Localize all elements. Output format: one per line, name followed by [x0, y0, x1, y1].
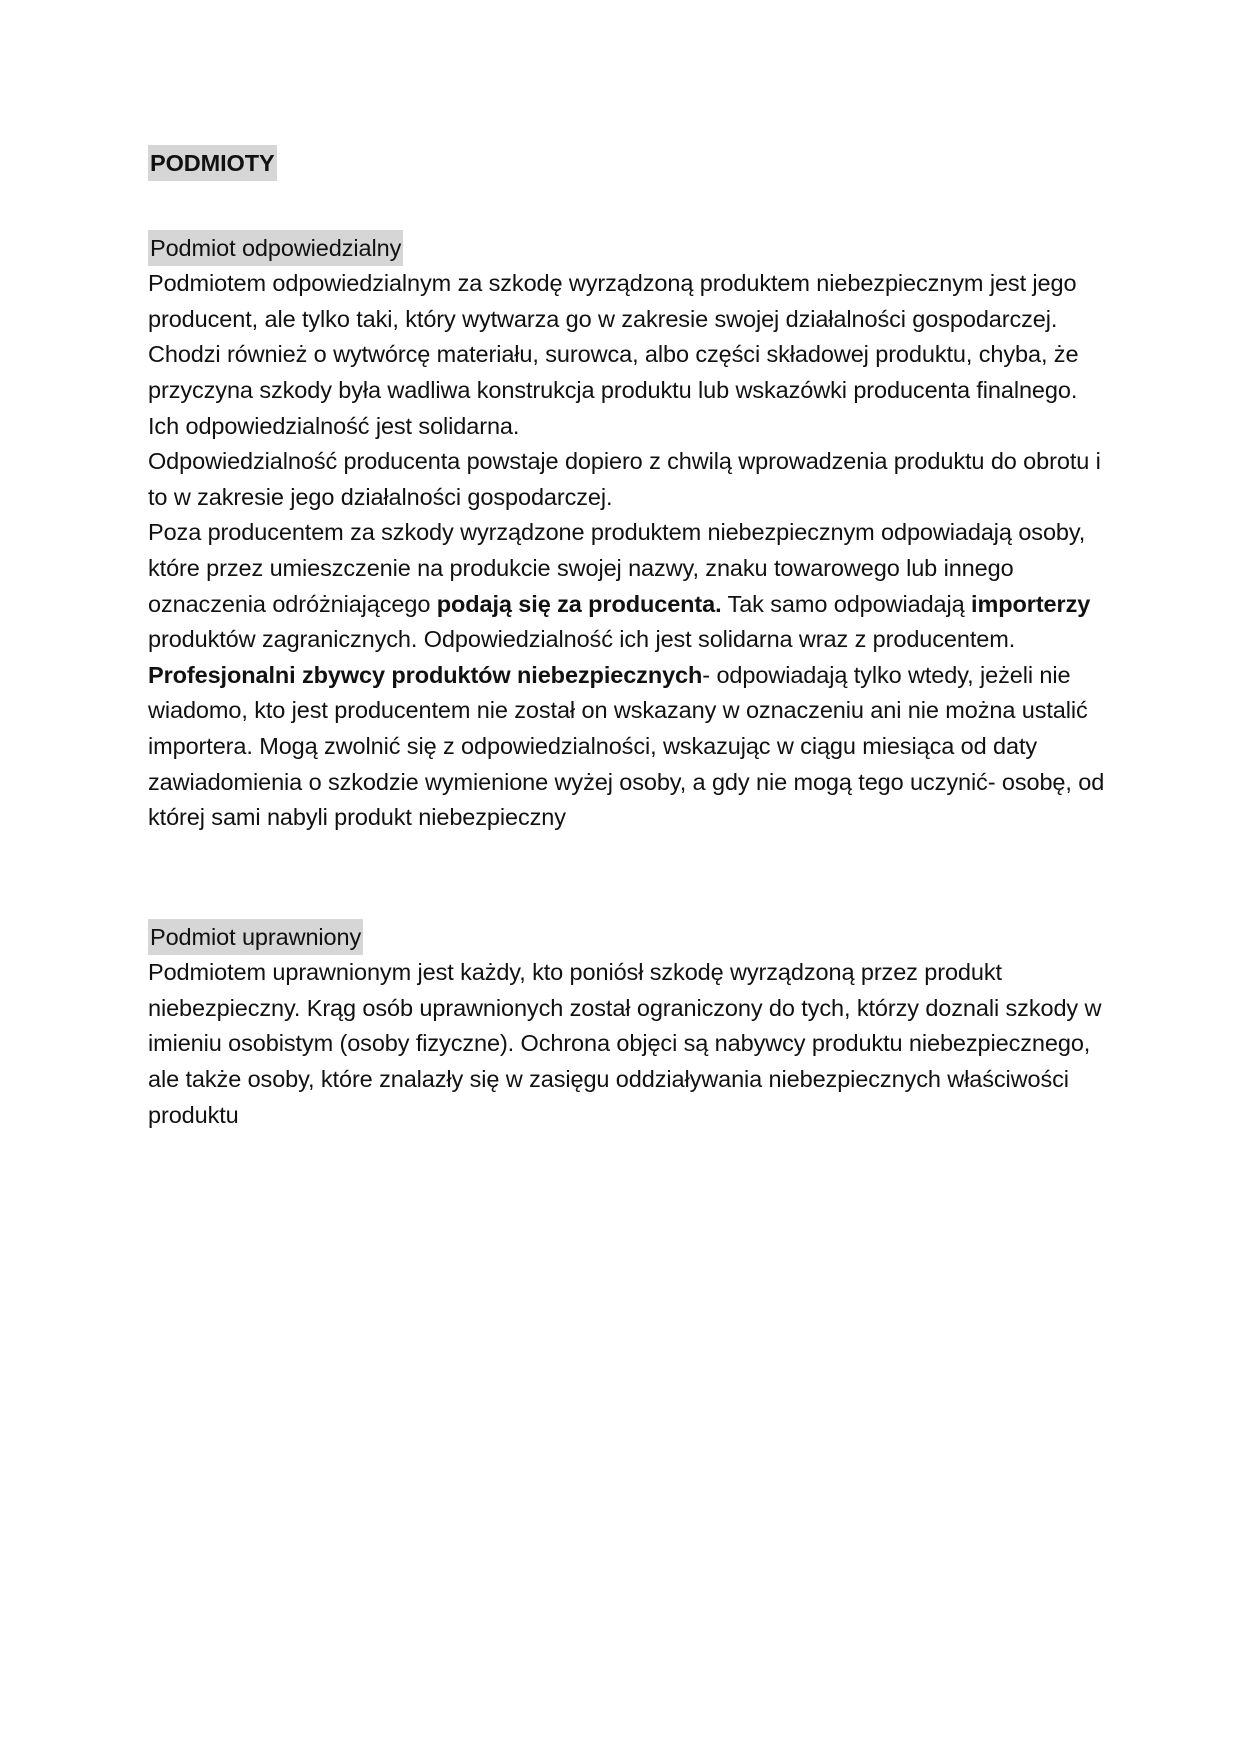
spacer: [148, 182, 1108, 230]
document-page: [148, 145, 1108, 1133]
paragraph: [148, 658, 1108, 836]
section-heading-row: [148, 919, 1108, 956]
paragraph-text: - odpowiadają tylko wtedy, jeżeli nie wiadomo, kto jest producentem nie został on wskazany w oznaczeniu ani nie można ustalić importera. Mogą zwolnić się z odpowiedzialności, wskazując w ciągu miesiąca od daty zawiadomienia o szkodzie wymienione wyżej osoby, a gdy nie mogą tego uczynić- osobę, od której sami nabyli produkt niebezpieczny: [148, 661, 1105, 831]
section-heading: Podmiot uprawniony: [148, 919, 363, 955]
paragraph: [148, 515, 1108, 657]
paragraph-text: Podmiotem uprawnionym jest każdy, kto poniósł szkodę wyrządzoną przez produkt niebezpieczny. Krąg osób uprawnionych został ograniczony do tych, którzy doznali szkody w imieniu osobistym (osoby fizyczne). Ochrona objęci są nabywcy produktu niebezpiecznego, ale także osoby, które znalazły się w zasięgu oddziaływania niebezpiecznych właściwości produktu: [148, 959, 1102, 1128]
paragraph-text: Podmiotem odpowiedzialnym za szkodę wyrządzoną produktem niebezpiecznym jest jego producent, ale tylko taki, który wytwarza go w zakresie swojej działalności gospodarczej. Chodzi również o wytwórcę materiału, surowca, albo części składowej produktu, chyba, że przyczyna szkody była wadliwa konstrukcja produktu lub wskazówki producenta finalnego. Ich odpowiedzialność jest solidarna.: [148, 270, 1079, 439]
section-podmiot-odpowiedzialny: [148, 230, 1108, 836]
section-podmiot-uprawniony: [148, 919, 1108, 1134]
paragraph: [148, 955, 1108, 1133]
spacer: [148, 836, 1108, 919]
paragraph: [148, 266, 1108, 444]
document-title-row: [148, 145, 1108, 182]
paragraph-text: Odpowiedzialność producenta powstaje dopiero z chwilą wprowadzenia produktu do obrotu i to w zakresie jego działalności gospodarczej.: [148, 448, 1101, 510]
paragraph-text: produktów zagranicznych. Odpowiedzialność ich jest solidarna wraz z producentem.: [148, 626, 1016, 653]
paragraph: [148, 444, 1108, 515]
document-title: PODMIOTY: [148, 145, 277, 181]
paragraph-text: Tak samo odpowiadają: [721, 590, 972, 617]
section-heading: Podmiot odpowiedzialny: [148, 230, 403, 266]
bold-text: Profesjonalni zbywcy produktów niebezpiecznych: [148, 661, 703, 688]
section-heading-row: [148, 230, 1108, 267]
paragraph-text: Poza producentem za szkody wyrządzone produktem niebezpiecznym odpowiadają osoby, które przez umieszczenie na produkcie swojej nazwy, znaku towarowego lub innego oznaczenia odróżniającego: [148, 519, 1086, 617]
bold-text: importerzy: [971, 590, 1091, 617]
bold-text: podają się za producenta.: [436, 590, 722, 617]
